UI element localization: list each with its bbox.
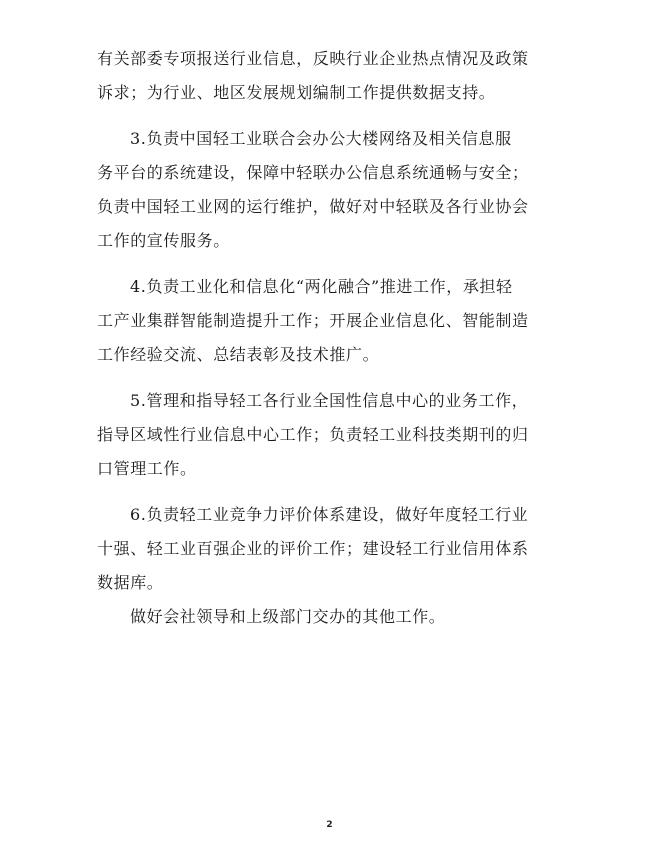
paragraph-gap [97,110,567,122]
paragraph-gap [97,258,567,270]
text-line: 十强、轻工业百强企业的评价工作；建设轻工行业信用体系 [97,539,529,558]
paragraph-continuation [97,42,567,110]
document-body [97,42,567,634]
text-line: 6.负责轻工业竞争力评价体系建设，做好年度轻工行业 [130,505,529,524]
page-number: 2 [326,820,333,830]
text-line: 工作经验交流、总结表彰及技术推广。 [97,345,380,364]
text-line: 做好会社领导和上级部门交办的其他工作。 [130,607,446,626]
text-line: 口管理工作。 [97,459,197,478]
paragraph-item-5 [97,384,567,486]
text-line: 4.负责工业化和信息化“两化融合”推进工作，承担轻 [130,277,513,296]
paragraph-gap [97,372,567,384]
text-line: 诉求；为行业、地区发展规划编制工作提供数据支持。 [97,83,496,102]
text-line: 工作的宣传服务。 [97,231,230,250]
text-line: 工产业集群智能制造提升工作；开展企业信息化、智能制造 [97,311,529,330]
text-line: 数据库。 [97,573,164,592]
text-line: 指导区域性行业信息中心工作；负责轻工业科技类期刊的归 [97,425,529,444]
text-line: 3.负责中国轻工业联合会办公大楼网络及相关信息服 [130,129,512,148]
paragraph-item-3 [97,122,567,258]
paragraph-gap [97,486,567,498]
text-line: 有关部委专项报送行业信息，反映行业企业热点情况及政策 [97,49,529,68]
paragraph-closing [97,600,567,634]
text-line: 务平台的系统建设，保障中轻联办公信息系统通畅与安全； [97,163,529,182]
text-line: 5.管理和指导轻工各行业全国性信息中心的业务工作， [130,391,529,410]
paragraph-item-6 [97,498,567,600]
text-line: 负责中国轻工业网的运行维护，做好对中轻联及各行业协会 [97,197,529,216]
paragraph-item-4 [97,270,567,372]
